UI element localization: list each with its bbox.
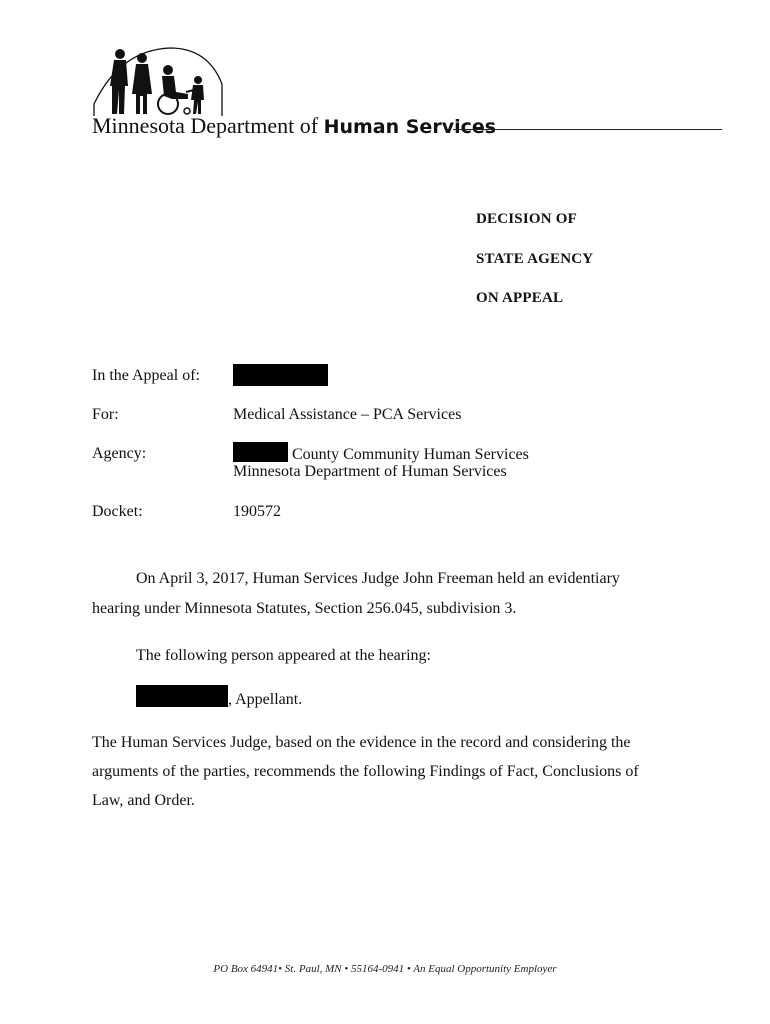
recommend-paragraph-line-2: arguments of the parties, recommends the following Findings of Fact, Conclusions of <box>92 763 639 780</box>
organization-name <box>92 113 496 140</box>
organization-name-bold: Human Services <box>323 116 497 138</box>
agency-value-line-2: Minnesota Department of Human Services <box>233 463 507 480</box>
dhs-logo-icon <box>90 44 230 118</box>
appellant-line <box>136 685 302 709</box>
appeared-line: The following person appeared at the hearing: <box>136 647 431 664</box>
decision-title-line-2: STATE AGENCY <box>476 251 594 267</box>
redaction-box <box>233 442 288 462</box>
appellant-name-value <box>233 364 328 389</box>
for-label: For: <box>92 406 119 423</box>
redaction-box <box>136 685 228 707</box>
redaction-box <box>233 364 328 386</box>
header-rule <box>453 129 722 130</box>
appellant-suffix: , Appellant. <box>228 691 303 708</box>
for-value: Medical Assistance – PCA Services <box>233 406 462 423</box>
decision-title-line-1: DECISION OF <box>476 211 577 227</box>
appeal-label: In the Appeal of: <box>92 367 200 384</box>
docket-value: 190572 <box>233 503 281 520</box>
recommend-paragraph-line-3: Law, and Order. <box>92 792 195 809</box>
organization-name-regular: Minnesota Department of <box>92 113 319 138</box>
footer-address: PO Box 64941• St. Paul, MN • 55164-0941 • An Equal Opportunity Employer <box>213 963 557 975</box>
docket-label: Docket: <box>92 503 143 520</box>
agency-label: Agency: <box>92 445 147 462</box>
hearing-paragraph-line-1: On April 3, 2017, Human Services Judge John Freeman held an evidentiary <box>136 570 620 587</box>
decision-title-line-3: ON APPEAL <box>476 290 564 306</box>
hearing-paragraph-line-2: hearing under Minnesota Statutes, Section 256.045, subdivision 3. <box>92 600 517 617</box>
agency-value-text: County Community Human Services <box>292 446 529 463</box>
recommend-paragraph-line-1: The Human Services Judge, based on the evidence in the record and considering the <box>92 734 631 751</box>
